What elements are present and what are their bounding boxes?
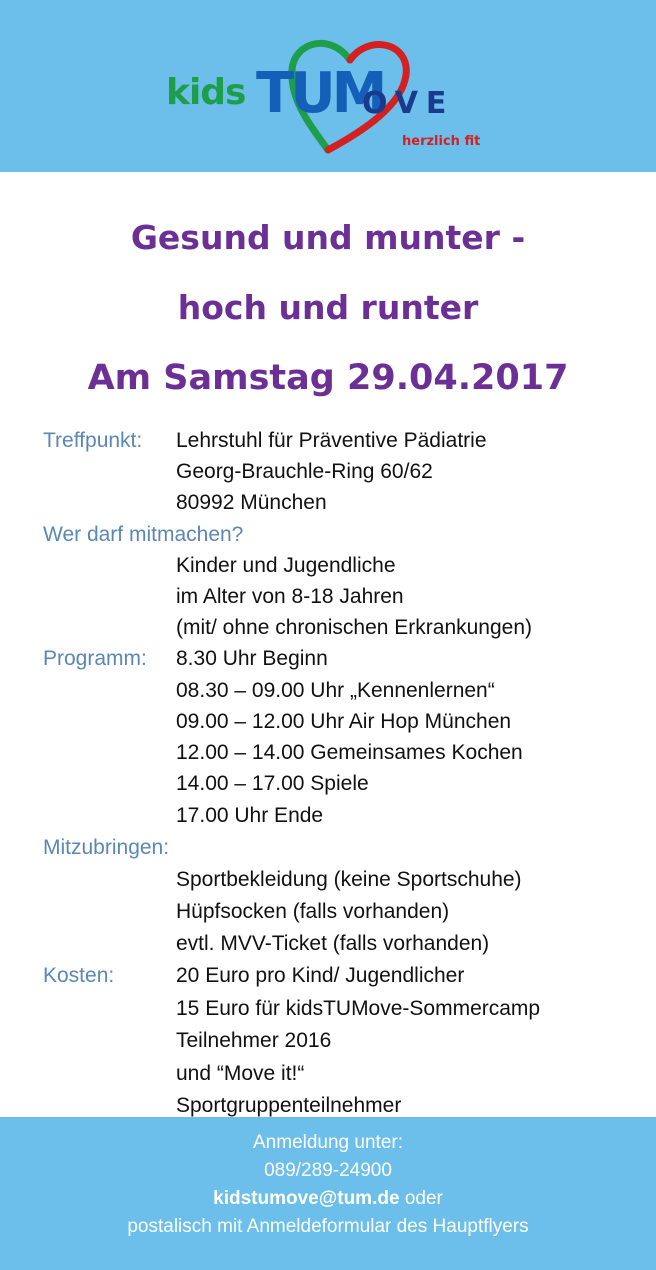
programm-line: 12.00 – 14.00 Gemeinsames Kochen [176, 741, 523, 764]
header-banner [0, 0, 656, 172]
email-suffix: oder [399, 1188, 443, 1209]
programm-line: 09.00 – 12.00 Uhr Air Hop München [176, 710, 512, 733]
registration-heading: Anmeldung unter: [253, 1132, 403, 1153]
email-link[interactable]: kidstumove@tum.de [213, 1188, 400, 1209]
kosten-row [0, 1058, 656, 1089]
email-line [0, 1185, 656, 1213]
kosten-row [0, 993, 656, 1024]
treffpunkt-line: Lehrstuhl für Präventive Pädiatrie [176, 429, 487, 452]
logo-ove-text: OVE [362, 86, 455, 121]
mitzubringen-row [0, 864, 656, 895]
kosten-line: Sportgruppenteilnehmer [176, 1094, 402, 1117]
treffpunkt-line: Georg-Brauchle-Ring 60/62 [176, 460, 433, 483]
participants-label: Wer darf mitmachen? [43, 523, 244, 546]
treffpunkt-label: Treffpunkt: [43, 429, 143, 452]
treffpunkt-row [0, 456, 656, 487]
footer-banner [0, 1117, 656, 1270]
logo-tum-text: TUM [256, 61, 384, 126]
participants-label-row [0, 519, 656, 550]
logo-kids-text: kids [166, 72, 246, 113]
programm-line: 17.00 Uhr Ende [176, 804, 324, 827]
mitzubringen-row [0, 896, 656, 927]
mitzubringen-line: evtl. MVV-Ticket (falls vorhanden) [176, 932, 490, 955]
logo-tagline: herzlich fit [402, 134, 481, 149]
title-line-2: hoch und runter [177, 288, 479, 327]
kosten-row [0, 1025, 656, 1056]
title-line-1: Gesund und munter - [130, 218, 526, 257]
programm-row [0, 768, 656, 799]
mitzubringen-line: Sportbekleidung (keine Sportschuhe) [176, 868, 522, 891]
programm-row [0, 737, 656, 768]
treffpunkt-row [0, 425, 656, 456]
programm-line: 14.00 – 17.00 Spiele [176, 772, 369, 795]
participants-line: (mit/ ohne chronischen Erkrankungen) [176, 616, 533, 639]
kosten-label: Kosten: [43, 964, 115, 987]
kosten-line: und “Move it!“ [176, 1062, 305, 1085]
programm-row [0, 706, 656, 737]
mitzubringen-line: Hüpfsocken (falls vorhanden) [176, 900, 450, 923]
mitzubringen-label-row [0, 832, 656, 863]
kosten-line: 15 Euro für kidsTUMove-Sommercamp [176, 997, 541, 1020]
kidstumove-logo [160, 30, 500, 160]
programm-label: Programm: [43, 647, 147, 670]
treffpunkt-line: 80992 München [176, 491, 327, 514]
postal-registration-note: postalisch mit Anmeldeformular des Hauptflyers [127, 1216, 529, 1237]
kosten-row [0, 960, 656, 991]
kosten-line: Teilnehmer 2016 [176, 1029, 332, 1052]
participants-row [0, 612, 656, 643]
programm-row [0, 643, 656, 674]
mitzubringen-label: Mitzubringen: [43, 836, 170, 859]
programm-line: 08.30 – 09.00 Uhr „Kennenlernen“ [176, 679, 495, 702]
programm-line: 8.30 Uhr Beginn [176, 647, 328, 670]
kosten-line: 20 Euro pro Kind/ Jugendlicher [176, 964, 465, 987]
phone-number: 089/289-24900 [264, 1160, 392, 1181]
event-date-title: Am Samstag 29.04.2017 [87, 358, 569, 398]
treffpunkt-row [0, 487, 656, 518]
participants-row [0, 581, 656, 612]
programm-row [0, 675, 656, 706]
participants-line: Kinder und Jugendliche [176, 554, 396, 577]
participants-line: im Alter von 8-18 Jahren [176, 585, 404, 608]
participants-row [0, 550, 656, 581]
mitzubringen-row [0, 928, 656, 959]
programm-row [0, 800, 656, 831]
